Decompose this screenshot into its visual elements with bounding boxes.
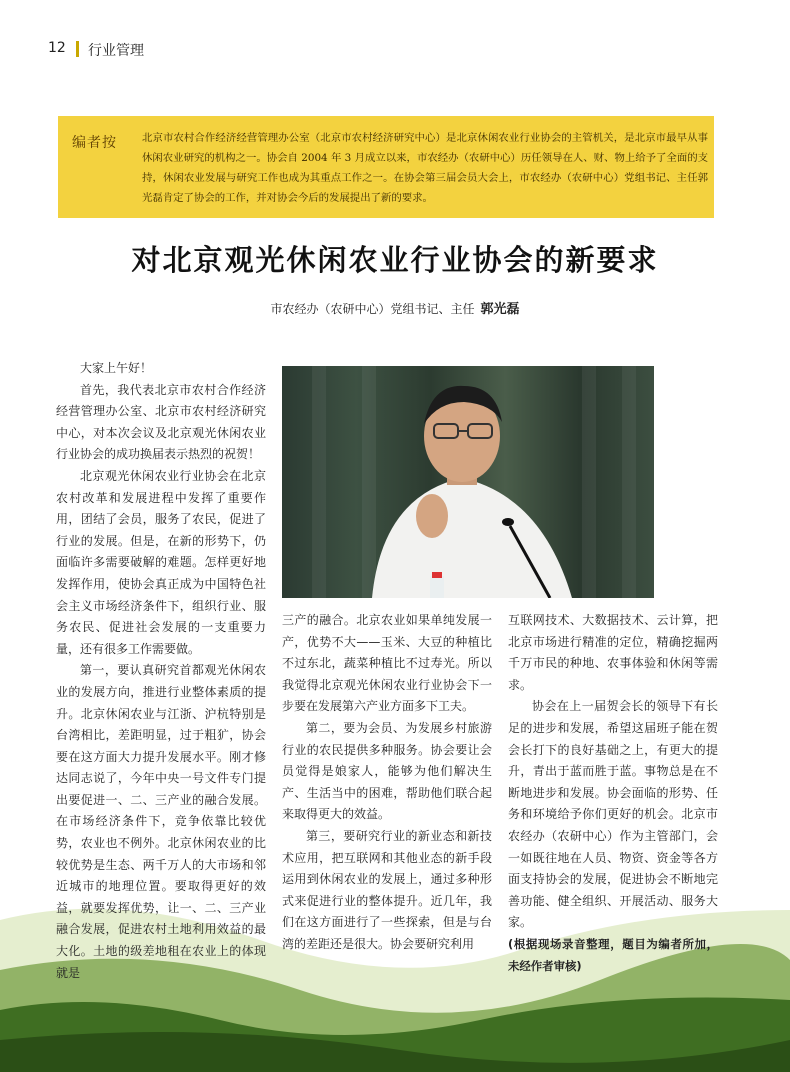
paragraph: 首先，我代表北京市农村合作经济经营管理办公室、北京市农村经济研究中心，对本次会议及北京观光休闲农业行业协会的成功换届表示热烈的祝贺！ (56, 382, 266, 462)
page-number: 12 (48, 40, 66, 56)
paragraph: 协会在上一届贺会长的领导下有长足的进步和发展，希望这届班子能在贺会长打下的良好基础之上，有更大的提升，青出于蓝而胜于蓝。事物总是在不断地进步和发展。协会面临的形势、任务和环境给予你们更好的机会。北京市农经办（农研中心）作为主管部门，会一如既往地在人员、物资、资金等各方面支持协会的发展，促进协会不断地完善功能、健全组织、开展活动、服务大家。 (508, 699, 718, 930)
editor-note-text: 北京市农村合作经济经营管理办公室（北京市农村经济研究中心）是北京休闲农业行业协会的主管机关，是北京市最早从事休闲农业研究的机构之一。协会自 2004 年 3 月成立以来，市农经办（农研中心）历任领导在人、财、物上给予了全面的支持，休闲农业发展与研究工作也成为其重点工作之一。在协会第三届会员大会上，市农经办（农研中心）党组书记、主任郭光磊肯定了协会的工作，并对协会今后的发展提出了新的要求。 (142, 132, 708, 204)
paragraph: 第二，要为会员、为发展乡村旅游行业的农民提供多种服务。协会要让会员觉得是娘家人，能够为他们解决生产、生活当中的困难，帮助他们联合起来取得更大的效益。 (282, 720, 492, 822)
editor-note-box (58, 116, 714, 218)
speaker-photo (282, 366, 654, 598)
article-column-1 (56, 358, 266, 984)
editor-note-label: 编者按 (72, 135, 117, 151)
page-divider-bar (76, 41, 79, 57)
author-role: 市农经办（农研中心）党组书记、主任 (270, 302, 475, 316)
paragraph: 互联网技术、大数据技术、云计算，把北京市场进行精准的定位，精确挖掘两千万市民的种地、农事体验和休闲等需求。 (508, 613, 718, 692)
section-title: 行业管理 (88, 43, 144, 59)
paragraph: 北京观光休闲农业行业协会在北京农村改革和发展进程中发挥了重要作用，团结了会员，服务了农民，促进了行业的发展。但是，在新的形势下，仍面临许多需要破解的难题。怎样更好地发挥作用，使协会真正成为中国特色社会主义市场经济条件下，组织行业、服务农民、促进社会发展的一支重要力量，还有很多工作需要做。 (56, 468, 266, 656)
paragraph: 第一，要认真研究首都观光休闲农业的发展方向，推进行业整体素质的提升。北京休闲农业与江浙、沪杭特别是台湾相比，差距明显，过于粗犷，协会要在这方面大力提升发展水平。刚才修达同志说了，今年中央一号文件专门提出要促进一、二、三产业的融合发展。在市场经济条件下，竞争依靠比较优势，农业也不例外。北京休闲农业的比较优势是生态、两千万人的大市场和邻近城市的地理位置。要取得更好的效益，就要发挥优势，让一、二、三产业融合发展，促进农村土地利用效益的最大化。土地的级差地租在农业上的体现就是 (56, 663, 266, 980)
author-name: 郭光磊 (480, 302, 520, 317)
article-title: 对北京观光休闲农业行业协会的新要求 (131, 243, 659, 277)
article-column-2 (282, 610, 492, 956)
paragraph: 第三，要研究行业的新业态和新技术应用，把互联网和其他业态的新手段运用到休闲农业的发展上，通过多种形式来促进行业的整体提升。近几年，我们在这方面进行了一些探索，但是与台湾的差距还是很大。协会要研究利用 (282, 828, 492, 951)
editor-footnote: (根据现场录音整理，题目为编者所加，未经作者审核) (508, 936, 718, 973)
article-column-3 (508, 610, 718, 977)
paragraph: 大家上午好！ (80, 361, 153, 375)
speaker-figure (282, 366, 654, 598)
article-byline (0, 298, 790, 317)
paragraph: 三产的融合。北京农业如果单纯发展一产，优势不大——玉米、大豆的种植比不过东北，蔬菜种植比不过寿光。所以我觉得北京观光休闲农业行业协会下一步要在发展第六产业方面多下工夫。 (282, 613, 492, 714)
